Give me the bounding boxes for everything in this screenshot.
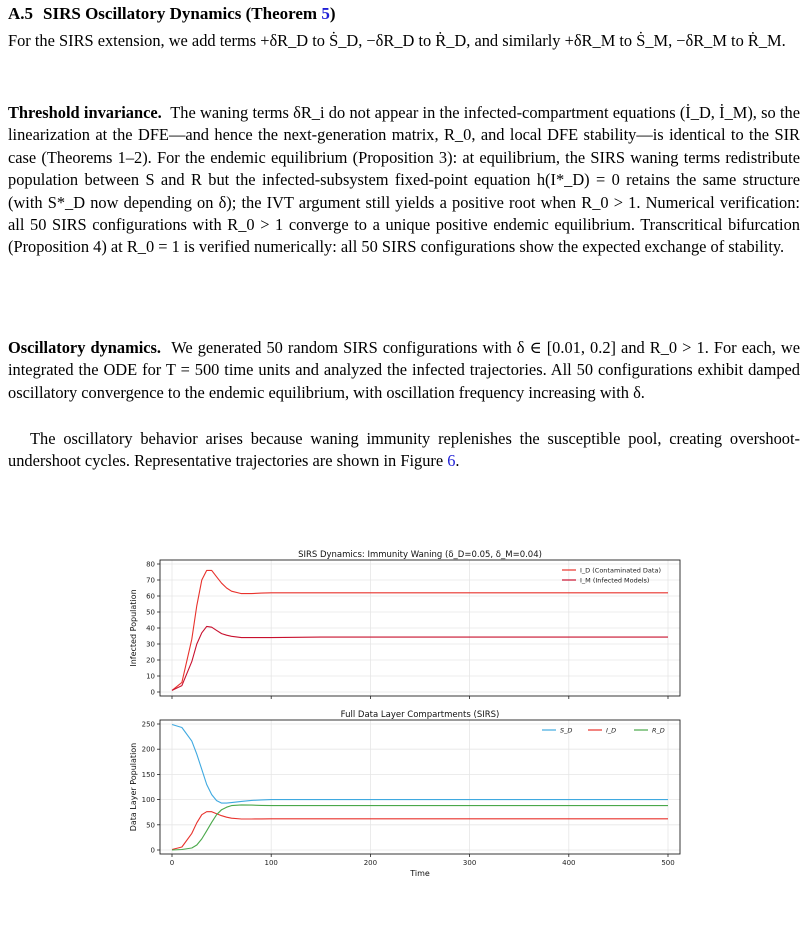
oscillatory-heading: Oscillatory dynamics. — [8, 338, 162, 357]
bottom-legend-label: I_D — [606, 726, 617, 735]
bottom-ytick-label: 50 — [146, 821, 155, 830]
top-y-axis-label: Infected Population — [129, 589, 138, 667]
bottom-xtick-label: 0 — [169, 859, 175, 867]
top-ytick-label: 70 — [146, 576, 155, 585]
bottom-xtick-label: 300 — [462, 859, 477, 867]
bottom-legend-label: R_D — [652, 726, 665, 735]
oscillatory-paragraph-2 — [8, 428, 800, 473]
oscillatory-paragraph — [8, 337, 800, 404]
bottom-series-line-2 — [172, 805, 668, 850]
bottom-xtick-label: 200 — [363, 859, 378, 867]
threshold-heading: Threshold invariance. — [8, 103, 162, 122]
figure-link[interactable]: 6 — [447, 451, 456, 471]
threshold-paragraph — [8, 102, 800, 259]
section-number: A.5 — [8, 4, 34, 23]
top-ytick-label: 80 — [146, 560, 155, 569]
oscillatory-body: We generated 50 random SIRS configurations with δ ∈ [0.01, 0.2] and R_0 > 1. For each, we integrated the ODE for T = 500 time units and analyzed the infected trajectories. All 50 configurations exhibit damped oscillatory convergence to the endemic equilibrium, with oscillation frequency increasing with δ. — [8, 338, 801, 402]
threshold-body: The waning terms δR_i do not appear in the infected-compartment equations (İ_D, İ_M), so the linearization at the DFE—and hence the next-generation matrix, R_0, and local DFE stability—is identical to the SIR case (Theorems 1–2). For the endemic equilibrium (Proposition 3): at equilibrium, the SIRS waning terms redistribute population between S and R but the infected-subsystem fixed-point equation h(I*_D) = 0 retains the same structure (with S*_D now depending on δ); the IVT argument still yields a positive root when R_0 > 1. Numerical verification: all 50 SIRS configurations with R_0 > 1 converge to a unique positive endemic equilibrium. Transcritical bifurcation (Proposition 4) at R_0 = 1 is verified numerically: all 50 SIRS configurations show the expected exchange of stability. — [8, 103, 800, 257]
top-legend-label: I_M (Infected Models) — [580, 576, 650, 585]
top-legend-label: I_D (Contaminated Data) — [580, 566, 661, 575]
theorem-link[interactable]: 5 — [321, 4, 330, 23]
top-ytick-label: 20 — [146, 656, 155, 665]
section-title-text: SIRS Oscillatory Dynamics (Theorem — [43, 4, 322, 23]
bottom-series-line-1 — [172, 812, 668, 850]
top-ytick-label: 10 — [146, 672, 155, 681]
top-ytick-label: 0 — [150, 688, 155, 697]
bottom-ytick-label: 100 — [141, 796, 155, 805]
bottom-ytick-label: 0 — [150, 846, 155, 855]
bottom-plot-frame — [160, 720, 680, 854]
top-ytick-label: 30 — [146, 640, 155, 649]
top-chart-title: SIRS Dynamics: Immunity Waning (δ_D=0.05, δ_M=0.04) — [298, 550, 542, 560]
bottom-xtick-label: 100 — [264, 859, 278, 867]
bottom-ytick-label: 200 — [141, 745, 155, 754]
intro-paragraph: For the SIRS extension, we add terms +δR_D to Ṡ_D, −δR_D to Ṙ_D, and similarly +δR_M to Ṡ_M, −δR_M to Ṙ_M. — [8, 31, 786, 50]
bottom-series-line-0 — [172, 725, 668, 804]
bottom-x-axis-label: Time — [410, 869, 430, 878]
top-ytick-label: 60 — [146, 592, 155, 601]
top-ytick-label: 50 — [146, 608, 155, 617]
bottom-xtick-label: 500 — [661, 859, 675, 867]
top-ytick-label: 40 — [146, 624, 155, 633]
oscillatory-body-2: The oscillatory behavior arises because waning immunity replenishes the susceptible pool, creating overshoot-undershoot cycles. Representative trajectories are shown in Figure — [8, 429, 800, 471]
bottom-chart-title: Full Data Layer Compartments (SIRS) — [340, 710, 500, 720]
bottom-xtick-label: 400 — [562, 859, 576, 867]
top-series-line-0 — [172, 570, 668, 690]
top-series-line-1 — [172, 626, 668, 690]
bottom-y-axis-label: Data Layer Population — [129, 742, 138, 832]
bottom-ytick-label: 250 — [141, 720, 155, 729]
bottom-legend-label: S_D — [560, 726, 573, 735]
section-title-close: ) — [329, 4, 336, 23]
section-heading — [8, 4, 336, 24]
oscillatory-body-2-end: . — [455, 451, 460, 471]
figure-6 — [120, 548, 690, 878]
bottom-ytick-label: 150 — [141, 770, 155, 779]
